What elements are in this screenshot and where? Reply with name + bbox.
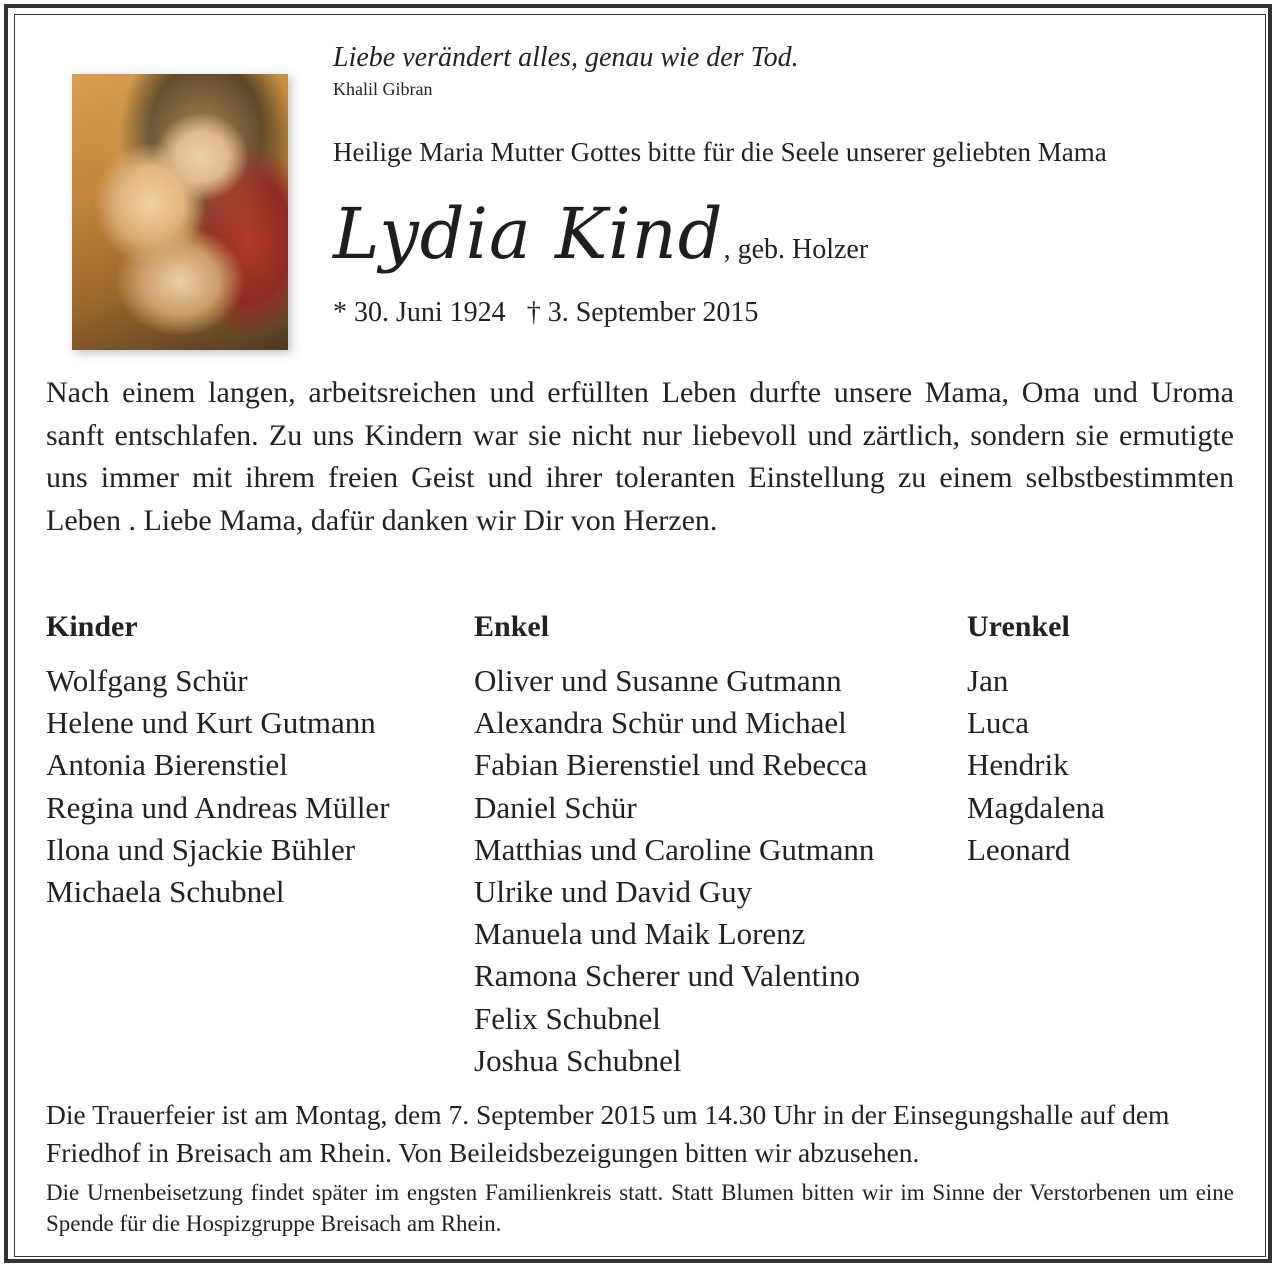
deceased-name: Lydia Kind bbox=[333, 193, 724, 275]
portrait-highlight bbox=[72, 74, 288, 350]
list-item: Daniel Schür bbox=[474, 789, 637, 825]
obituary-text: Nach einem langen, arbeitsreichen und erfüllten Leben durfte unsere Mama, Oma und Uroma sanft entschlafen. Zu uns Kindern war sie nicht nur liebevoll und zärtlich, sondern sie ermutigte uns immer mit ihrem freien Geist und ihrer toleranten Einstellung zu einem selbstbestimmten Leben . Liebe Mama, dafür danken wir Dir von Herzen. bbox=[46, 376, 1234, 537]
funeral-service-info: Die Trauerfeier ist am Montag, dem 7. September 2015 um 14.30 Uhr in der Einsegungshalle auf dem Friedhof in Breisach am Rhein. Von Beileidsbezeigungen bitten wir abzusehen. bbox=[46, 1099, 1170, 1168]
birth-date: * 30. Juni 1924 bbox=[333, 297, 506, 328]
family-column-enkel bbox=[474, 606, 874, 1082]
column-heading-enkel: Enkel bbox=[474, 610, 550, 643]
list-item: Helene und Kurt Gutmann bbox=[46, 705, 376, 741]
kinder-list bbox=[46, 660, 390, 913]
list-item: Leonard bbox=[967, 831, 1071, 867]
madonna-portrait-image bbox=[72, 74, 288, 350]
life-dates bbox=[333, 296, 772, 330]
list-item: Michaela Schubnel bbox=[46, 874, 285, 910]
list-item: Luca bbox=[967, 705, 1029, 741]
list-item: Felix Schubnel bbox=[474, 1000, 661, 1036]
family-column-urenkel bbox=[967, 606, 1105, 871]
list-item: Joshua Schubnel bbox=[474, 1042, 682, 1078]
list-item: Oliver und Susanne Gutmann bbox=[474, 663, 842, 698]
family-column-kinder bbox=[46, 606, 390, 913]
list-item: Wolfgang Schür bbox=[46, 663, 248, 698]
list-item: Manuela und Maik Lorenz bbox=[474, 916, 806, 952]
deceased-name-line bbox=[333, 186, 868, 282]
column-heading-urenkel: Urenkel bbox=[967, 610, 1070, 643]
list-item: Hendrik bbox=[967, 747, 1069, 783]
death-date: † 3. September 2015 bbox=[526, 297, 759, 328]
column-heading-kinder: Kinder bbox=[46, 610, 138, 643]
birth-name: , geb. Holzer bbox=[723, 234, 869, 265]
list-item: Matthias und Caroline Gutmann bbox=[474, 831, 875, 867]
list-item: Ilona und Sjackie Bühler bbox=[46, 831, 356, 867]
list-item: Regina und Andreas Müller bbox=[46, 789, 390, 825]
urenkel-list bbox=[967, 660, 1105, 871]
list-item: Fabian Bierenstiel und Rebecca bbox=[474, 747, 868, 783]
enkel-list bbox=[474, 660, 874, 1082]
list-item: Ulrike und David Guy bbox=[474, 874, 753, 910]
list-item: Magdalena bbox=[967, 789, 1105, 825]
list-item: Alexandra Schür und Michael bbox=[474, 705, 847, 741]
urn-burial-notice: Die Urnenbeisetzung findet später im engsten Familienkreis statt. Statt Blumen bitten wir im Sinne der Verstorbenen um eine Spende für die Hospizgruppe Breisach am Rhein. bbox=[46, 1180, 1234, 1236]
list-item: Ramona Scherer und Valentino bbox=[474, 958, 860, 994]
list-item: Antonia Bierenstiel bbox=[46, 747, 288, 783]
list-item: Jan bbox=[967, 663, 1009, 698]
quote-author: Khalil Gibran bbox=[333, 79, 433, 99]
quote-text: Liebe verändert alles, genau wie der Tod. bbox=[333, 42, 799, 73]
prayer-line: Heilige Maria Mutter Gottes bitte für die Seele unserer geliebten Mama bbox=[333, 137, 1107, 167]
